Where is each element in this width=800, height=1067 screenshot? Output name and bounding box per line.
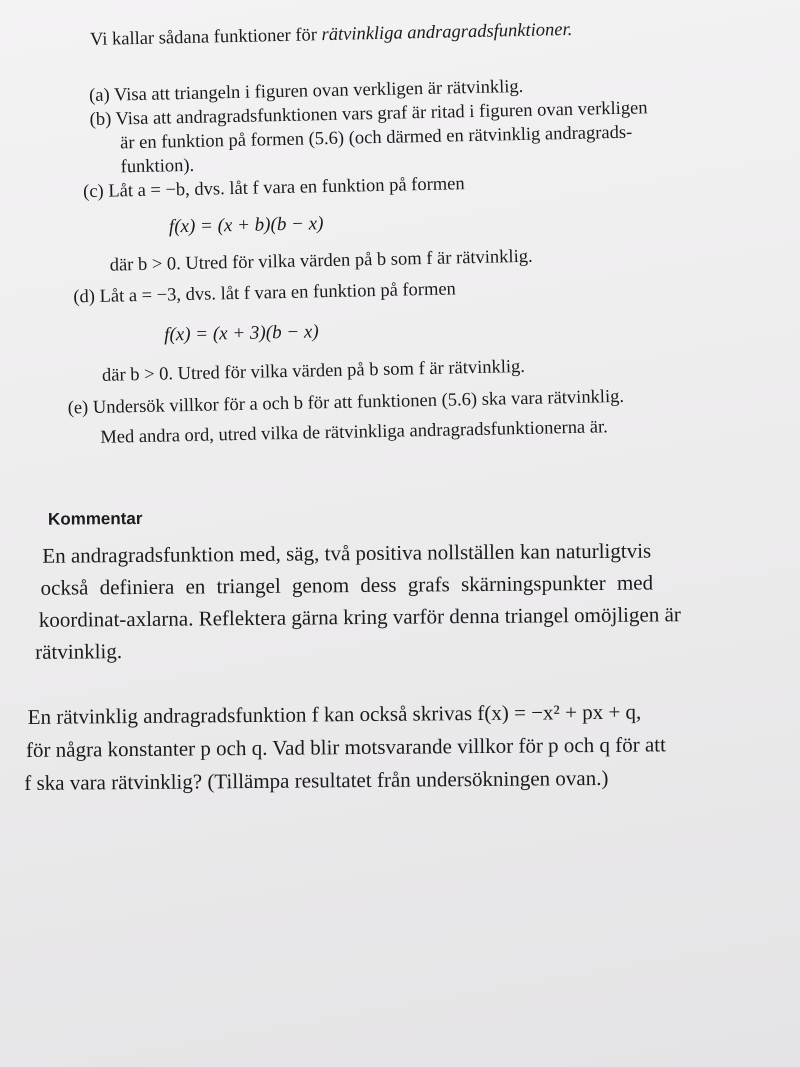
item-d [73, 279, 456, 308]
item-e-line2: Med andra ord, utred vilka de rätvinkliga andragradsfunktionerna är. [100, 417, 608, 448]
comment-line3: koordinat-axlarna. Reflektera gärna kring varför denna triangel omöjligen är [38, 602, 681, 632]
final-line1: En rätvinklig andragradsfunktion f kan också skrivas f(x) = −x² + px + q, [27, 699, 642, 729]
item-b-line3: funktion). [120, 155, 195, 178]
comment-heading: Kommentar [47, 508, 143, 529]
item-b-line2: är en funktion på formen (5.6) (och därmed en rätvinklig andragrads- [119, 122, 633, 154]
item-d-intro: Låt a = −3, dvs. låt f vara en funktion på formen [99, 279, 457, 307]
comment-line1: En andragradsfunktion med, säg, två positiva nollställen kan naturligtvis [42, 538, 652, 568]
item-e [68, 387, 625, 420]
comment-line2: också definiera en triangel genom dess grafs skärningspunkter med [40, 570, 654, 600]
item-c [83, 174, 465, 203]
item-c-label: (c) [82, 181, 104, 203]
intro-prefix: Vi kallar sådana funktioner för [89, 25, 322, 50]
item-d-formula: f(x) = (x + 3)(b − x) [163, 321, 319, 346]
item-c-outro: där b > 0. Utred för vilka värden på b som f är rätvinklig. [109, 246, 533, 276]
item-b-label: (b) [89, 109, 112, 131]
intro-emphasis: rätvinkliga andragradsfunktioner. [321, 19, 573, 46]
item-e-line1: Undersök villkor för a och b för att funktionen (5.6) ska vara rätvinklig. [92, 386, 625, 419]
item-a-text: Visa att triangeln i figuren ovan verkligen är rätvinklig. [113, 76, 524, 106]
final-line2: för några konstanter p och q. Vad blir motsvarande villkor för p och q för att [25, 732, 667, 762]
item-c-intro: Låt a = −b, dvs. låt f vara en funktion på formen [108, 174, 465, 202]
exercise-section [0, 0, 800, 472]
final-line3: f ska vara rätvinklig? (Tillämpa resultatet från undersökningen ovan.) [24, 765, 609, 795]
item-d-outro: där b > 0. Utred för vilka värden på b som f är rätvinklig. [101, 356, 526, 386]
item-d-label: (d) [73, 286, 96, 308]
item-e-label: (e) [67, 398, 89, 419]
item-a-label: (a) [88, 85, 110, 107]
comment-section [0, 493, 800, 820]
comment-line4: rätvinklig. [35, 639, 123, 664]
item-b-line1: Visa att andragradsfunktionen vars graf är ritad i figuren ovan verkligen [115, 98, 648, 130]
intro-line [90, 20, 573, 51]
item-c-formula: f(x) = (x + b)(b − x) [168, 213, 324, 238]
